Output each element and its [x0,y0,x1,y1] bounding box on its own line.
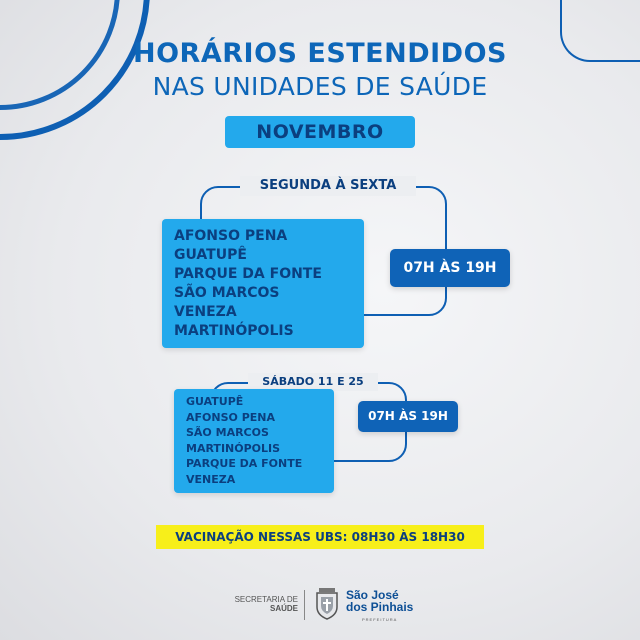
list-item: MARTINÓPOLIS [186,441,281,455]
vaccination-banner: VACINAÇÃO NESSAS UBS: 08H30 ÀS 18H30 [156,525,484,549]
secretaria-line2: SAÚDE [269,604,298,613]
prefeitura-label: PREFEITURA [362,617,398,622]
city-line1: São José [346,588,399,602]
list-item: MARTINÓPOLIS [174,323,294,339]
city-logo-text [346,589,413,613]
list-item: GUATUPÊ [186,395,244,408]
list-item: PARQUE DA FONTE [174,266,322,282]
list-item: PARQUE DA FONTE [186,457,303,470]
secretaria-line1: SECRETARIA DE [234,595,298,604]
page-title: HORÁRIOS ESTENDIDOS [133,38,507,69]
list-item: SÃO MARCOS [174,285,280,301]
coat-of-arms-icon [313,587,341,621]
footer-divider [304,590,305,620]
list-item: AFONSO PENA [174,228,288,244]
weekday-schedule-label: SEGUNDA À SEXTA [240,176,416,196]
weekday-hours-badge: 07H ÀS 19H [390,249,510,287]
weekday-units-box [162,219,364,348]
saturday-schedule-label: SÁBADO 11 E 25 [248,373,378,391]
city-line2: dos Pinhais [346,600,414,614]
secretaria-logo [226,595,298,613]
list-item: VENEZA [174,304,237,320]
saturday-hours-badge: 07H ÀS 19H [358,401,458,432]
page-subtitle: NAS UNIDADES DE SAÚDE [152,72,488,101]
saturday-units-box [174,389,334,493]
list-item: SÃO MARCOS [186,426,269,439]
list-item: VENEZA [186,472,236,486]
month-badge: NOVEMBRO [225,116,415,148]
list-item: AFONSO PENA [186,410,275,424]
list-item: GUATUPÊ [174,247,247,263]
